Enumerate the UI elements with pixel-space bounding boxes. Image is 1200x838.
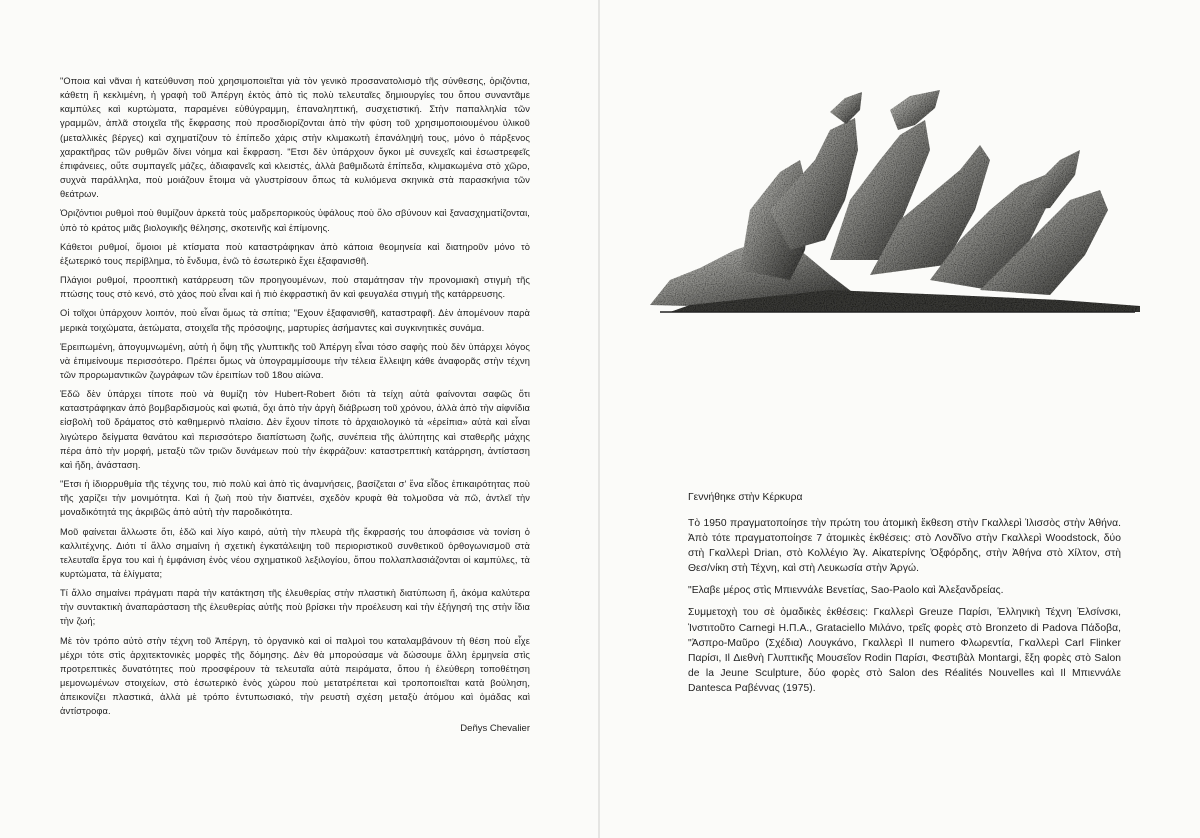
essay-paragraph: Μὲ τὸν τρόπο αὐτὸ στὴν τέχνη τοῦ Ἀπέργη, τὸ ὀργανικὸ καὶ οἱ παλμοὶ του καταλαμβάνουν τὴ θέση ποὺ εἶχε μέχρι τότε στὶς ἀρχιτεκτονικὲς μορφὲς τῆς δόμησης. Δὲν θὰ μπορούσαμε νὰ δώσουμε ἄλλη ἑρμηνεία στὶς προτρεπτικὲς δυνατότητες ποὺ προσφέρουν τὰ τελευταῖα αὐτὰ πειράματα, ὅπου ἡ ἐλεύθερη τοποθέτηση μεμονωμένων στοιχείων, στὸ ἐσωτερικὸ ἑνὸς χώρου ποὺ μετατρέπεται καὶ τροποποιεῖται κατὰ βούληση, ἀπεικονίζει πλαστικά, ἀλλὰ μὲ τρόπο ἐντυπωσιακό, τὴν ρευστὴ σχέση μεταξὺ ἀτόμου καὶ ὁμάδας καὶ ἀντίστροφα. xyxy=(60,635,530,717)
biography-paragraph: Τὸ 1950 πραγματοποίησε τὴν πρώτη του ἀτομικὴ ἔκθεση στὴν Γκαλλερὶ Ἰλισσὸς στὴν Ἀθήνα. Ἀπὸ τότε πραγματοποίησε 7 ἀτομικὲς ἐκθέσεις: στὸ Λονδῖνο στὴν Γκαλλερὶ Woodstock, δύο στὴ Γκαλλερὶ Drian, στὸ Κολλέγιο Ἁγ. Αἰκατερίνης Ὀξφόρδης, στὴν Ἀθήνα στὸ Χίλτον, στὴ Θεσ/νίκη στὴ Τέχνη, καὶ στὴ Λευκωσία στὴν Ἀργώ. xyxy=(688,518,1121,575)
author-signature: Deñys Chevalier xyxy=(460,723,530,734)
essay-column xyxy=(60,74,530,724)
biography-paragraph: Συμμετοχὴ του σὲ ὁμαδικὲς ἐκθέσεις: Γκαλλερὶ Greuze Παρίσι, Ἑλληνικὴ Τέχνη Ἐλσίνσκι, Ἰνστιτοῦτο Carnegi Η.Π.Α., Grataciello Μιλάνο, τρεῖς φορὲς στὸ Bronzeto di Padova Πάδοβα, "Ἀσπρο-Μαῦρο (Σχέδια) Λουγκάνο, Γκαλλερὶ Il numero Φλωρεντία, Γκαλλερὶ Carl Flinker Παρίσι, Il Διεθνὴ Γλυπτικῆς Μουσεῖον Rodin Παρίσι, Φεστιβὰλ Montargi, ἕξη φορὲς στὸ Salon de la Jeune Sculpture, δύο φορὲς στὸ Salon des Réalités Nouvelles καὶ Il Μπιεννάλε Dantesca Ραβέννας (1975). xyxy=(688,607,1121,694)
essay-paragraph: Τί ἄλλο σημαίνει πράγματι παρὰ τὴν κατάκτηση τῆς ἐλευθερίας στὴν πλαστικὴ διατύπωση ἤ, ἀκόμα καλύτερα τὴν συντακτικὴ ἀναπαράσταση τῆς ἐλευθερίας αὐτῆς ποὺ βρίσκει τὴν προέλευση καὶ τὴν ἐξήγησή της στὴν ἴδια τὴν ζωή; xyxy=(60,588,530,627)
essay-paragraph: Ἐρειπωμένη, ἀπογυμνωμένη, αὐτὴ ἡ ὄψη τῆς γλυπτικῆς τοῦ Ἀπέργη εἶναι τόσο σαφὴς ποὺ δὲν ὑπάρχει λόγος νὰ ἐπιμείνουμε περισσότερο. Πρέπει ὅμως νὰ ὑπογραμμίσουμε τὴν τέλεια ἔλλειψη κάθε ἀναφορᾶς στὴν τέχνη τῶν προρωμαντικῶν ζωγράφων τῶν ἐρειπίων τοῦ 18ου αἰώνα. xyxy=(60,341,530,380)
biography-heading: Γεννήθηκε στὴν Κέρκυρα xyxy=(688,492,803,503)
essay-paragraph: Ἐδῶ δὲν ὑπάρχει τίποτε ποὺ νὰ θυμίζη τὸν Hubert-Robert διότι τὰ τείχη αὐτὰ φαίνονται σαφῶς ὅτι καταστράφηκαν ἀπὸ βομβαρδισμοὺς καὶ φωτιά, ὄχι ἀπὸ τὴν ἀργὴ διάβρωση τοῦ χρόνου, ἀλλὰ ἀπὸ τὴν αἰφνίδια εἰσβολὴ τοῦ δράματος στὸ καθημερινὸ πλαίσιο. Δὲν ἔχουν τίποτε τὸ ἀρχαιολογικὸ τὰ «ἐρείπια» αὐτὰ καὶ εἶναι λιγώτερο δείγματα θανάτου καὶ περισσότερο διαπίστωση ζωῆς, συνέπεια τῆς ἀλύπητης καὶ σταθερῆς μάχης πέρα ἀπὸ τὴν μορφή, μεταξὺ τῶν τριῶν δυνάμεων ποὺ τὴν ἐκφράζουν: καταστρεπτικὴ κατάρρηση, ἀντίσταση καὶ ἤδη, ἀνάσταση. xyxy=(60,389,530,470)
sculpture-photo xyxy=(630,90,1152,320)
essay-paragraph: Οἱ τοῖχοι ὑπάρχουν λοιπόν, ποὺ εἶναι ὅμως τὰ σπίτια; "Εχουν ἐξαφανισθῆ, καταστραφῆ. Δὲν ἀπομένουν παρὰ μερικὰ τοιχώματα, ἀετώματα, στοιχεῖα τῆς πρόσοψης, μαρτυρίες ἀσήμαντες καὶ συγκινητικὲς συνάμα. xyxy=(60,308,530,333)
essay-paragraph: "Ετσι ἡ ἰδιορρυθμία τῆς τέχνης του, πιὸ πολὺ καὶ ἀπὸ τὶς ἀναμνήσεις, βασίζεται σ' ἕνα εἶδος ἐπικαιρότητας ποὺ τῆς χαρίζει τὴν μονιμότητα. Καὶ ἡ ζωὴ ποὺ τὴν διαπνέει, σχεδὸν κρυφὰ θὰ τολμοῦσα νὰ πῶ, ἀντλεῖ τὴν μοναδικότητά της ἀκριβῶς ἀπὸ αὐτὴ τὴν παροδικότητα. xyxy=(60,479,530,518)
sculpture-forms xyxy=(650,90,1140,312)
essay-paragraph: Κάθετοι ρυθμοί, ὅμοιοι μὲ κτίσματα ποὺ καταστράφηκαν ἀπὸ κάποια θεομηνεία καὶ διατηροῦν μόνο τὸ ἐξωτερικό τους περίβλημα, τὸ ἔνδυμα, ἐνῶ τὸ ἐσωτερικὸ ἔχει ἐξαφανισθῆ. xyxy=(60,241,530,266)
essay-paragraph: Πλάγιοι ρυθμοί, προοπτικὴ κατάρρευση τῶν προηγουμένων, ποὺ σταμάτησαν τὴν προνομιακὴ στιγμὴ τῆς πτώσης τους στὸ κενό, στὸ χάος ποὺ εἶναι καὶ ἡ πιὸ ἐκφραστικὴ ἂν καὶ φευγαλέα στιγμὴ τῆς κατάρρευσης. xyxy=(60,275,530,300)
essay-paragraph: Ὁριζόντιοι ρυθμοὶ ποὺ θυμίζουν ἀρκετὰ τοὺς μαδρεπορικοὺς ὑφάλους ποὺ ὅλο σβύνουν καὶ ξανασχηματίζονται, ὑπὸ τὸ κράτος μιᾶς βιολογικῆς θέλησης, σκοτεινῆς καὶ ἐπίμονης. xyxy=(60,208,530,233)
biography-paragraph: "Ελαβε μέρος στὶς Μπιεννάλε Βενετίας, Sao-Paolo καὶ Ἀλεξανδρείας. xyxy=(688,585,1004,597)
biography-column xyxy=(688,490,1121,703)
page-fold xyxy=(598,0,600,838)
essay-paragraph: "Οποια καὶ νᾶναι ἡ κατεύθυνση ποὺ χρησιμοποιεῖται γιὰ τὸν γενικὸ προσανατολισμὸ τῆς σύνθεσης, ὁριζόντια, κάθετη ἢ κεκλιμένη, ἡ γραφὴ τοῦ Ἀπέργη ἐκτὸς ἀπὸ τὶς πολὺ τελευταῖες δημιουργίες του ὅπου συναντᾶμε καμπύλες καὶ κυρτώματα, παραμένει εὐθύγραμμη, ἐπαναληπτική, συσχετιστική. Στὴν παπαλληλία τῶν γραμμῶν, ἁπλᾶ στοιχεῖα τῆς ἔκφρασης ποὺ προσδιορίζονται ἀπὸ τὴν φύση τοῦ χρησιμοποιουμένου ὑλικοῦ (μεταλλικὲς βέργες) καὶ σχηματίζουν τὸ ἐπίπεδο χάρις στὴν κλιμακωτὴ ἐπανάληψή τους, μόνο ὁ πάρξενος χαρακτῆρας τῶν ρυθμῶν δίνει νόημα καὶ ἔκφραση. "Ετσι δὲν ὑπάρχουν ὄγκοι μὲ συνεχεῖς καὶ ἐσωστρεφεῖς ἐπιφάνειες, οὔτε συμπαγεῖς μάζες, ἀδιαφανεῖς καὶ κλειστές, ἀλλὰ βαθμιδωτὰ ἐπίπεδα, κλιμακωμένα στὸ χῶρο, συχνὰ παράλληλα, ποὺ μοιάζουν ἕτοιμα νὰ γλυστρίσουν ὅπως τὰ κυλιόμενα σκηνικὰ στὰ παρασκήνια τῶν θεάτρων. xyxy=(60,76,530,200)
essay-paragraph: Μοῦ φαίνεται ἄλλωστε ὅτι, ἐδῶ καὶ λίγο καιρό, αὐτὴ τὴν πλευρὰ τῆς ἔκφρασής του ἀποφάσισε νὰ τονίση ὁ καλλιτέχνης. Διότι τί ἄλλο σημαίνη ἡ σχετικὴ ἐγκατάλειψη τοῦ περιοριστικοῦ συνθετικοῦ ὀρθογωνισμοῦ στὰ τελευταῖα ἔργα του καὶ ἡ ἐμφάνιση ἑνὸς νέου σχηματικοῦ λεξιλογίου, ὅπου πολλαπλασιάζονται οἱ καμπύλες, τὰ κυρτώματα, τὰ ἐλίγματα; xyxy=(60,526,530,579)
